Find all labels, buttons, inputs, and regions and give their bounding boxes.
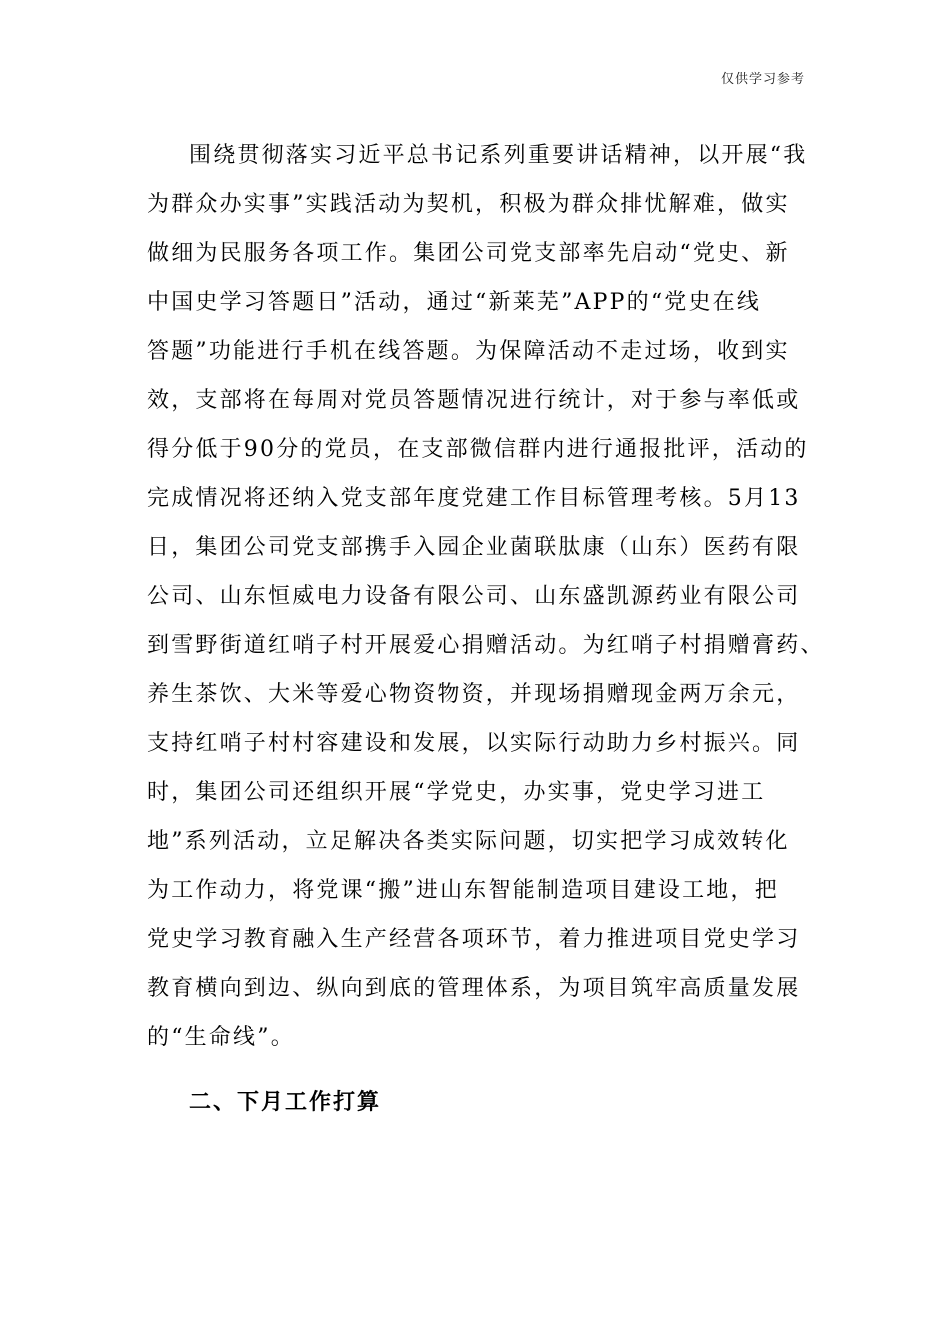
paragraph-line: 日，集团公司党支部携手入园企业菌联肽康（山东）医药有限 (147, 535, 801, 560)
paragraph-line: 党史学习教育融入生产经营各项环节，着力推进项目党史学习 (147, 927, 801, 952)
paragraph-line: 为群众办实事”实践活动为契机，积极为群众排忧解难，做实 (147, 192, 790, 217)
paragraph-line: 的“生命线”。 (147, 1025, 295, 1050)
paragraph-line: 养生茶饮、大米等爱心物资物资，并现场捐赠现金两万余元， (147, 682, 801, 707)
paragraph-line: 时，集团公司还组织开展“学党史，办实事，党史学习进工 (147, 780, 766, 805)
paragraph-line: 支持红哨子村村容建设和发展，以实际行动助力乡村振兴。同 (147, 731, 801, 756)
paragraph-line: 做细为民服务各项工作。集团公司党支部率先启动“党史、新 (147, 241, 790, 266)
paragraph-line: 围绕贯彻落实习近平总书记系列重要讲话精神，以开展“我 (189, 143, 808, 168)
paragraph-line: 为工作动力，将党课“搬”进山东智能制造项目建设工地，把 (147, 878, 779, 903)
paragraph-line: 到雪野街道红哨子村开展爱心捐赠活动。为红哨子村捐赠膏药、 (147, 633, 825, 658)
paragraph-line: 效，支部将在每周对党员答题情况进行统计，对于参与率低或 (147, 388, 801, 413)
paragraph-line: 地”系列活动，立足解决各类实际问题，切实把学习成效转化 (147, 829, 790, 854)
paragraph-line: 中国史学习答题日”活动，通过“新莱芜”APP的“党史在线 (147, 290, 762, 315)
paragraph-line: 公司、山东恒威电力设备有限公司、山东盛凯源药业有限公司 (147, 584, 801, 609)
paragraph-line: 答题”功能进行手机在线答题。为保障活动不走过场，收到实 (147, 339, 790, 364)
section-heading: 二、下月工作打算 (189, 1089, 382, 1115)
header-note: 仅供学习参考 (720, 72, 805, 87)
paragraph-line: 教育横向到边、纵向到底的管理体系，为项目筑牢高质量发展 (147, 976, 801, 1001)
paragraph-line: 得分低于90分的党员，在支部微信群内进行通报批评，活动的 (147, 437, 809, 462)
paragraph-line: 完成情况将还纳入党支部年度党建工作目标管理考核。5月13 (147, 486, 801, 511)
body-paragraph (147, 131, 825, 1062)
